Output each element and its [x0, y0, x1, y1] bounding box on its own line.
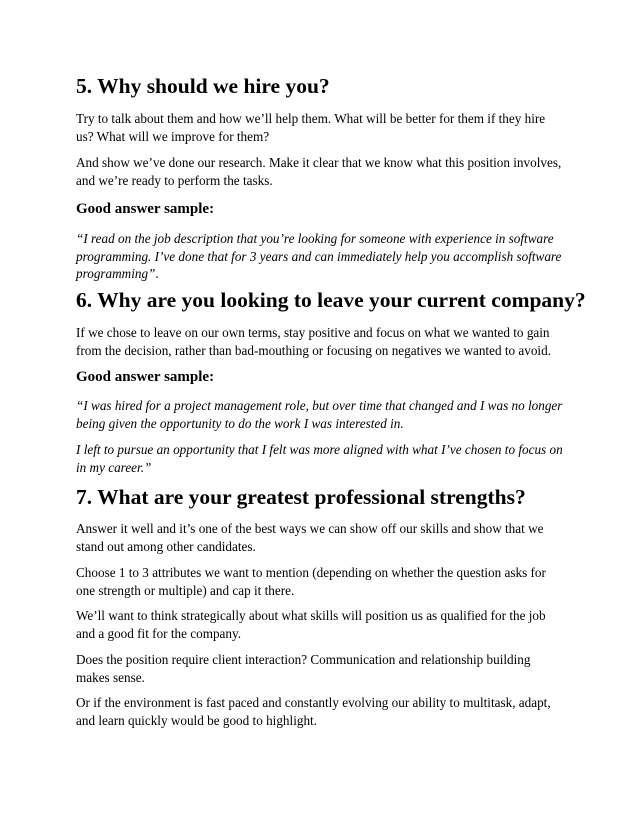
section-6-sample-quote: “I was hired for a project management role, but over time that changed and I was no longer being given the opportunity to do the work I was interested in. [76, 398, 563, 431]
sample-quote-text: “I read on the job description that you’re looking for someone with experience in software programming. I’ve done that for 3 years and can immediately help you accomplish software programming” [76, 231, 562, 281]
section-5-sample-quote [76, 230, 566, 283]
section-7-paragraph: We’ll want to think strategically about what skills will position us as qualified for the job and a good fit for the company. [76, 608, 546, 641]
section-7-title: 7. What are your greatest professional strengths? [76, 485, 526, 509]
section-5-paragraph: And show we’ve done our research. Make it clear that we know what this position involves, and we’re ready to perform the tasks. [76, 155, 562, 188]
section-5-paragraph: Try to talk about them and how we’ll help them. What will be better for them if they hire us? What will we improve for them? [76, 111, 546, 144]
section-6-sample-heading: Good answer sample: [76, 369, 215, 385]
section-5-title: 5. Why should we hire you? [76, 74, 330, 98]
section-7-paragraph: Answer it well and it’s one of the best ways we can show off our skills and show that we stand out among other candidates. [76, 521, 544, 554]
section-5-sample-heading: Good answer sample: [76, 201, 215, 217]
section-7-paragraph: Choose 1 to 3 attributes we want to mention (depending on whether the question asks for one strength or multiple) and cap it there. [76, 565, 546, 598]
section-6-sample-quote: I left to pursue an opportunity that I felt was more aligned with what I’ve chosen to focus on in my career.” [76, 442, 563, 475]
section-6-paragraph: If we chose to leave on our own terms, stay positive and focus on what we wanted to gain from the decision, rather than bad-mouthing or focusing on negatives we wanted to avoid. [76, 325, 551, 358]
section-7-paragraph: Does the position require client interaction? Communication and relationship building makes sense. [76, 652, 531, 685]
section-7-paragraph: Or if the environment is fast paced and constantly evolving our ability to multitask, adapt, and learn quickly would be good to highlight. [76, 695, 551, 728]
sample-quote-tail: . [155, 266, 159, 281]
section-6-title: 6. Why are you looking to leave your current company? [76, 288, 586, 312]
